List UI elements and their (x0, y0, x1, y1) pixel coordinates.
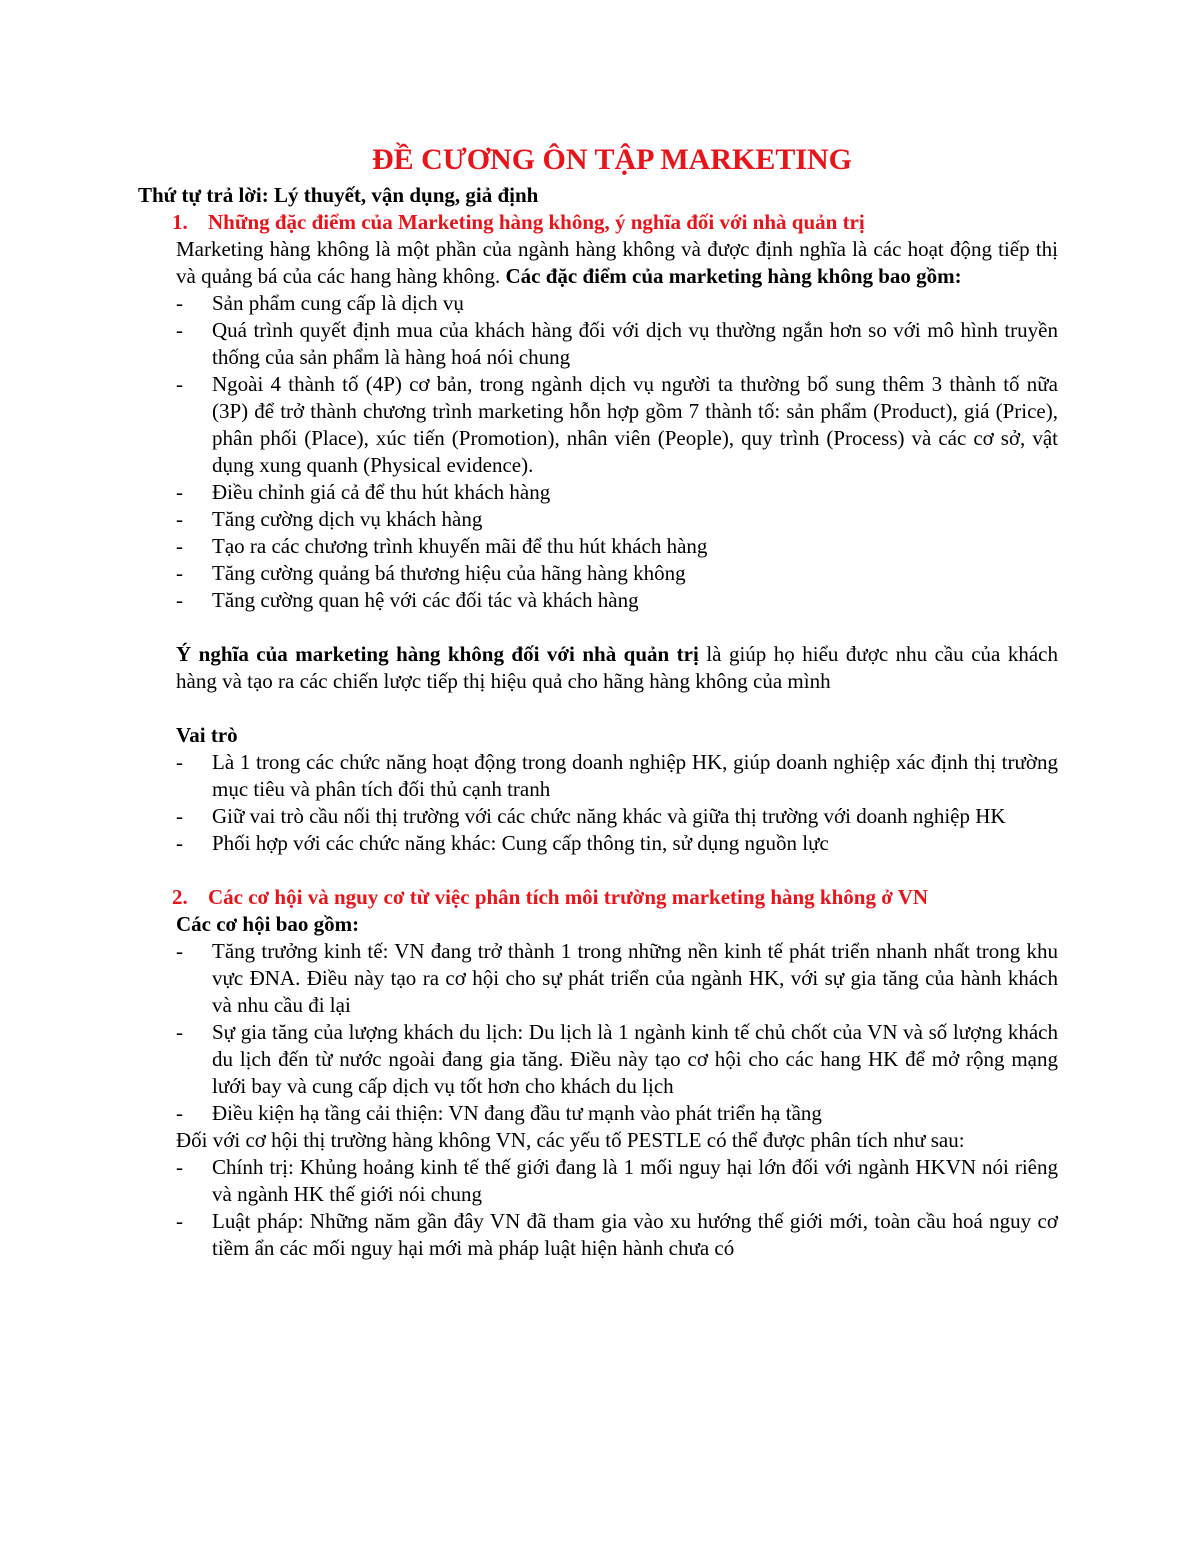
section-2-number: 2. (172, 885, 188, 909)
list-item (176, 506, 1058, 533)
list-item (176, 317, 1058, 371)
list-item (176, 371, 1058, 479)
dash-bullet: - (176, 750, 183, 774)
role-heading: Vai trò (176, 723, 238, 747)
section-1-meaning-bold: Ý nghĩa của marketing hàng không đối với nhà quản trị (176, 642, 699, 666)
section-1-number: 1. (172, 210, 188, 234)
list-item-text: Tạo ra các chương trình khuyến mãi để thu hút khách hàng (212, 534, 708, 558)
section-2-pestle-list (176, 1154, 1058, 1262)
dash-bullet: - (176, 588, 183, 612)
list-item-text: Là 1 trong các chức năng hoạt động trong doanh nghiệp HK, giúp doanh nghiệp xác định thị trường mục tiêu và phân tích đối thủ cạnh tranh (212, 750, 1058, 801)
spacer (176, 695, 1058, 722)
spacer (176, 857, 1058, 884)
dash-bullet: - (176, 1020, 183, 1044)
section-1-characteristics-list (176, 290, 1058, 614)
document-title: ĐỀ CƯƠNG ÔN TẬP MARKETING (371, 143, 853, 176)
dash-bullet: - (176, 561, 183, 585)
list-item-text: Sự gia tăng của lượng khách du lịch: Du lịch là 1 ngành kinh tế chủ chốt của VN và số lượng khách du lịch đến từ nước ngoài đang gia tăng. Điều này tạo cơ hội cho các hang HK để mở rộng mạng lưới bay và cung cấp dịch vụ tốt hơn cho khách du lịch (212, 1020, 1058, 1098)
list-item (176, 560, 1058, 587)
dash-bullet: - (176, 831, 183, 855)
list-item-text: Điều kiện hạ tầng cải thiện: VN đang đầu tư mạnh vào phát triển hạ tầng (212, 1101, 822, 1125)
list-item-text: Giữ vai trò cầu nối thị trường với các chức năng khác và giữa thị trường với doanh nghiệp HK (212, 804, 1006, 828)
list-item-text: Điều chỉnh giá cả để thu hút khách hàng (212, 480, 551, 504)
section-2-title: Các cơ hội và nguy cơ từ việc phân tích môi trường marketing hàng không ở VN (208, 885, 929, 909)
pestle-intro: Đối với cơ hội thị trường hàng không VN, các yếu tố PESTLE có thể được phân tích như sau: (176, 1128, 965, 1152)
list-item (176, 938, 1058, 1019)
dash-bullet: - (176, 939, 183, 963)
answer-order-line: Thứ tự trả lời: Lý thuyết, vận dụng, giả định (138, 183, 539, 207)
dash-bullet: - (176, 480, 183, 504)
list-item (176, 290, 1058, 317)
section-1-meaning (176, 641, 1058, 695)
list-item-text: Tăng trưởng kinh tế: VN đang trở thành 1 trong những nền kinh tế phát triển nhanh nhất trong khu vực ĐNA. Điều này tạo ra cơ hội cho sự phát triển của ngành HK, với sự gia tăng của hành khách và nhu cầu đi lại (212, 939, 1058, 1017)
list-item-text: Ngoài 4 thành tố (4P) cơ bản, trong ngành dịch vụ người ta thường bổ sung thêm 3 thành tố nữa (3P) để trở thành chương trình marketing hỗn hợp gồm 7 thành tố: sản phẩm (Product), giá (Price), phân phối (Place), xúc tiến (Promotion), nhân viên (People), quy trình (Process) và các cơ sở, vật dụng xung quanh (Physical evidence). (212, 372, 1058, 477)
list-item (176, 1019, 1058, 1100)
section-1-heading (172, 209, 1058, 236)
dash-bullet: - (176, 534, 183, 558)
list-item (176, 533, 1058, 560)
list-item-text: Quá trình quyết định mua của khách hàng đối với dịch vụ thường ngắn hơn so với mô hình truyền thống của sản phẩm là hàng hoá nói chung (212, 318, 1058, 369)
section-1-intro-bold: Các đặc điểm của marketing hàng không bao gồm: (505, 264, 962, 288)
list-item (176, 479, 1058, 506)
section-1-intro-text: Marketing hàng không là một phần của ngành hàng không và được định nghĩa là các hoạt động tiếp thị và quảng bá của các hang hàng không. (176, 237, 1058, 288)
dash-bullet: - (176, 1101, 183, 1125)
section-1-intro (176, 236, 1058, 290)
document-page (138, 140, 1058, 1262)
dash-bullet: - (176, 372, 183, 396)
list-item-text: Sản phẩm cung cấp là dịch vụ (212, 291, 464, 315)
list-item (176, 587, 1058, 614)
section-1-role-list (176, 749, 1058, 857)
list-item (176, 1154, 1058, 1208)
list-item-text: Chính trị: Khủng hoảng kinh tế thế giới đang là 1 mối nguy hại lớn đối với ngành HKVN nói riêng và ngành HK thế giới nói chung (212, 1155, 1058, 1206)
section-1-title: Những đặc điểm của Marketing hàng không, ý nghĩa đối với nhà quản trị (208, 210, 865, 234)
dash-bullet: - (176, 507, 183, 531)
section-1-meaning-text: là giúp họ hiểu được nhu cầu của khách hàng và tạo ra các chiến lược tiếp thị hiệu quả cho hãng hàng không của mình (176, 642, 1058, 693)
list-item-text: Luật pháp: Những năm gần đây VN đã tham gia vào xu hướng thế giới mới, toàn cầu hoá nguy cơ tiềm ẩn các mối nguy hại mới mà pháp luật hiện hành chưa có (212, 1209, 1058, 1260)
list-item-text: Tăng cường quảng bá thương hiệu của hãng hàng không (212, 561, 686, 585)
list-item-text: Phối hợp với các chức năng khác: Cung cấp thông tin, sử dụng nguồn lực (212, 831, 829, 855)
list-item-text: Tăng cường dịch vụ khách hàng (212, 507, 483, 531)
section-2-heading (172, 884, 1058, 911)
dash-bullet: - (176, 1155, 183, 1179)
list-item (176, 1100, 1058, 1127)
dash-bullet: - (176, 291, 183, 315)
dash-bullet: - (176, 804, 183, 828)
list-item (176, 830, 1058, 857)
spacer (176, 614, 1058, 641)
list-item (176, 749, 1058, 803)
section-2-opportunities-list (176, 938, 1058, 1127)
opportunities-heading: Các cơ hội bao gồm: (176, 912, 360, 936)
dash-bullet: - (176, 318, 183, 342)
list-item (176, 803, 1058, 830)
dash-bullet: - (176, 1209, 183, 1233)
list-item (176, 1208, 1058, 1262)
list-item-text: Tăng cường quan hệ với các đối tác và khách hàng (212, 588, 639, 612)
